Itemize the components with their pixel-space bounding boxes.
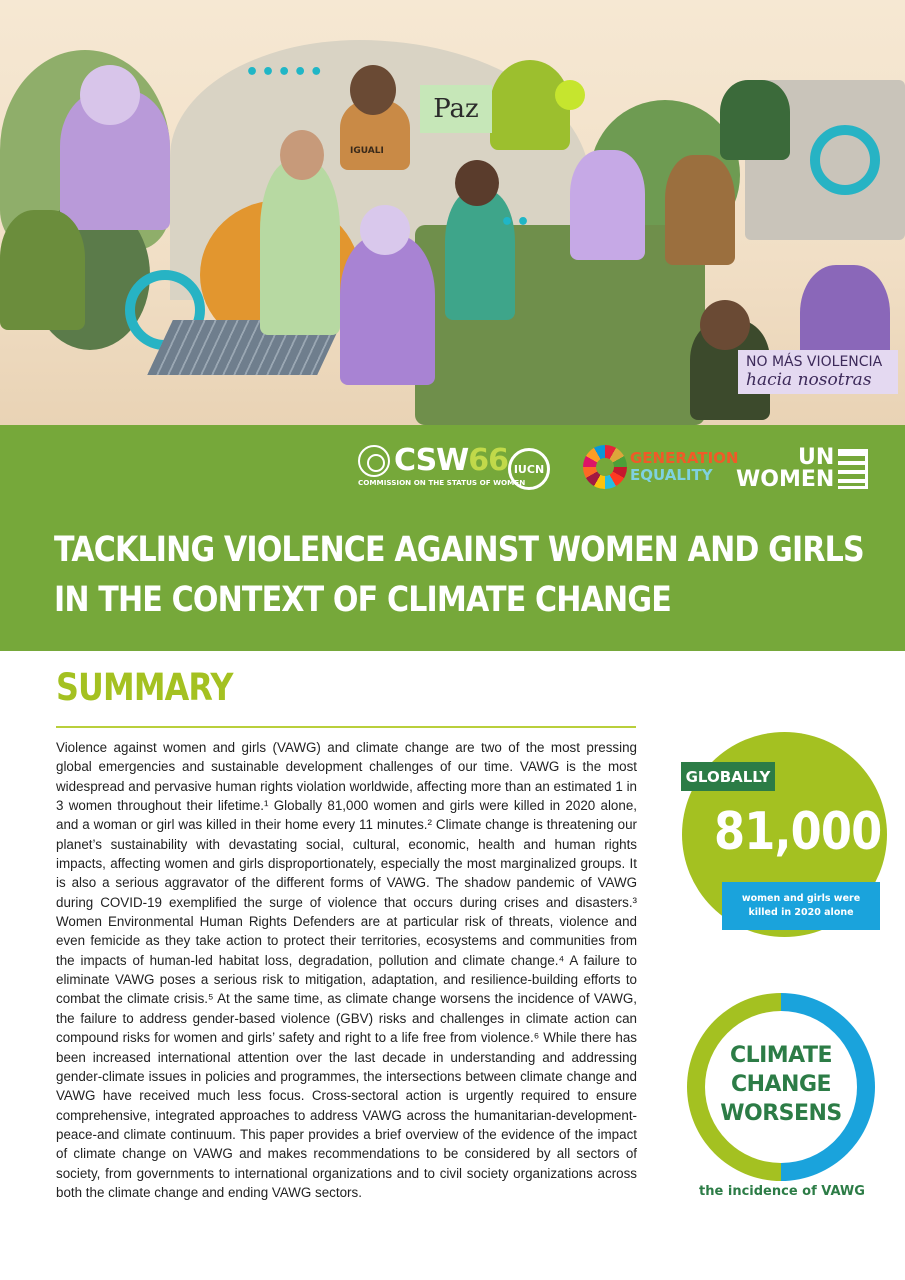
woman-figure [665,155,735,265]
banner-line-2: hacia nosotras [746,370,872,390]
title-line-2: IN THE CONTEXT OF CLIMATE CHANGE [54,580,671,620]
generation-equality-logo [583,445,738,489]
partner-logos [358,445,878,493]
iucn-logo [508,448,550,490]
un-text: UN [798,445,835,470]
un-women-logo [736,447,868,491]
women-text: WOMEN [736,467,835,492]
equality-text: EQUALITY [630,466,713,484]
dots-decoration: •• [500,210,533,235]
protest-sign [420,85,492,133]
iucn-text: IUCN [513,462,545,476]
head [700,300,750,350]
woman-figure [340,235,435,385]
head [80,65,140,125]
protest-sign-text: Paz [433,94,479,124]
head [455,160,499,206]
stat-caption-line-2: killed in 2020 alone [748,907,854,918]
callout-text [705,1041,857,1128]
summary-divider [56,726,636,728]
csw-prefix: CSW [394,443,469,478]
head [350,65,396,115]
generation-text: GENERATION [630,449,739,467]
callout-line-1: CLIMATE [729,1043,833,1068]
stat-number: 81,000 [714,802,882,862]
protest-banner [738,350,898,394]
callout-line-3: WORSENS [720,1101,842,1126]
un-women-emblem-icon [838,449,868,489]
stat-caption [722,882,880,930]
head [280,130,324,180]
dots-decoration: ••••• [245,60,326,85]
woman-figure [260,160,340,335]
summary-body: Violence against women and girls (VAWG) and climate change are two of the most pressing global emergencies and sustainable development challenges of our time. VAWG is the most widespread and pervasive human rights violation worldwide, affecting more than an estimated 1 in 3 women throughout their lifetime.¹ Globally 81,000 women and girls were killed in 2020 alone, and a woman or girl was killed in their home every 11 minutes.² Climate change is threatening our planet’s sustainability with devastating social, cultural, economic, health and human rights impacts, affecting women and girls disproportionately, especially the most marginalized groups. It is also a serious aggravator of the different forms of VAWG. The shadow pandemic of VAWG during COVID-19 exemplified the surge of violence that occurs during crises and disasters.³ Women Environmental Human Rights Defenders are at particular risk of threats, violence and even femicide as they take action to protect their territories, ecosystems and communities from the impacts of human-led habitat loss, degradation, pollution and climate change.⁴ A failure to eliminate VAWG poses a serious risk to mitigation, adaptation, and resilience-building efforts to combat the climate crisis.⁵ At the same time, as climate change worsens the incidence of VAWG, the failure to address gender-based violence (GBV) risks and challenges in climate action can compound risks for women and girls’ safety and right to a life free from violence.⁶ While there has been increased international attention over the last decade in understanding and addressing gender-climate issues in policies and programmes, the intersections between climate change and VAWG have received much less focus. Cross-sectoral action is urgently required to ensure comprehensive, integrated approaches to address VAWG across the humanitarian-development-peace-and climate continuum. This paper provides a brief overview of the evidence of the impact of climate change on VAWG and makes recommendations to be considered by all sectors of society, from governments to international organizations and to civil society organizations across both the climate change and ending VAWG sectors. [56,740,637,1200]
head [360,205,410,255]
csw-logo-text [394,443,509,478]
woman-figure [0,210,85,330]
banner-line-1: NO MÁS VIOLENCIA [746,354,883,370]
sun-icon [555,80,585,110]
shirt-text: IGUALI [350,146,384,156]
page-title [54,525,864,625]
title-line-1: TACKLING VIOLENCE AGAINST WOMEN AND GIRLS [54,530,864,570]
csw-subtitle: COMMISSION ON THE STATUS OF WOMEN [358,478,526,487]
sdg-wheel-icon [583,445,627,489]
stat-caption-line-1: women and girls were [741,893,861,904]
stat-label: GLOBALLY [681,762,775,791]
csw66-logo [358,443,526,487]
recycle-icon [810,125,880,195]
summary-heading: SUMMARY [56,666,233,709]
woman-figure [570,150,645,260]
callout-line-2: CHANGE [730,1072,832,1097]
callout-caption: the incidence of VAWG [699,1184,865,1199]
un-emblem-icon [358,445,390,477]
header-collage-image [0,0,905,425]
woman-figure [720,80,790,160]
csw-number: 66 [468,443,509,478]
